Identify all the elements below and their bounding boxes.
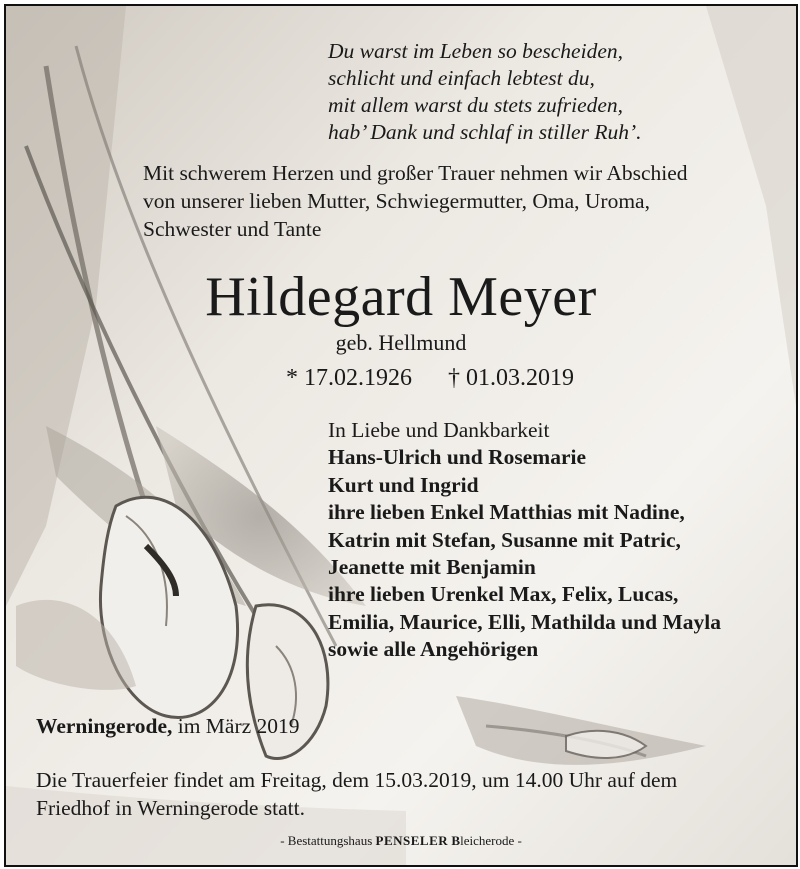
intro-line: Mit schwerem Herzen und großer Trauer nehmen wir Abschied [143, 161, 688, 185]
mourner-line: ihre lieben Urenkel Max, Felix, Lucas, [328, 582, 679, 607]
footer-prefix: - Bestattungshaus [280, 833, 373, 848]
mourner-line: Hans-Ulrich und Rosemarie [328, 445, 586, 470]
mourner-line: Jeanette mit Benjamin [328, 555, 536, 580]
death-date: † 01.03.2019 [448, 365, 574, 391]
place-town: Werningerode, [36, 714, 173, 738]
footer-initial: B [451, 833, 461, 848]
place-and-date [36, 712, 300, 740]
mourner-line: Katrin mit Stefan, Susanne mit Patric, [328, 527, 681, 552]
mourner-line: Kurt und Ingrid [328, 472, 479, 497]
mourners-list [328, 417, 721, 664]
intro-line: von unserer lieben Mutter, Schwiegermutter, Oma, Uroma, [143, 189, 650, 213]
intro-text [143, 159, 688, 243]
funeral-notice [36, 766, 677, 822]
poem-line: schlicht und einfach lebtest du, [328, 66, 595, 90]
deceased-name: Hildegard Meyer [205, 266, 597, 328]
mourner-line: ihre lieben Enkel Matthias mit Nadine, [328, 500, 685, 525]
mourner-line: sowie alle Angehörigen [328, 637, 539, 662]
poem-line: hab’ Dank und schlaf in stiller Ruh’. [328, 120, 642, 144]
funeral-line: Friedhof in Werningerode statt. [36, 796, 305, 820]
poem-line: Du warst im Leben so bescheiden, [328, 39, 623, 63]
footer-rest: leicherode - [460, 833, 522, 848]
place-date: im März 2019 [177, 714, 300, 738]
life-dates [286, 363, 574, 393]
maiden-name: geb. Hellmund [335, 330, 467, 355]
funeral-home-credit [6, 833, 796, 849]
poem-line: mit allem warst du stets zufrieden, [328, 93, 624, 117]
obituary-card [4, 4, 798, 867]
intro-line: Schwester und Tante [143, 217, 322, 241]
birth-date: * 17.02.1926 [286, 365, 412, 391]
footer-firm: PENSELER [375, 833, 449, 848]
mourners-lead: In Liebe und Dankbarkeit [328, 418, 550, 442]
poem [328, 38, 642, 146]
funeral-line: Die Trauerfeier findet am Freitag, dem 15.03.2019, um 14.00 Uhr auf dem [36, 768, 678, 792]
mourner-line: Emilia, Maurice, Elli, Mathilda und Mayla [328, 609, 721, 634]
